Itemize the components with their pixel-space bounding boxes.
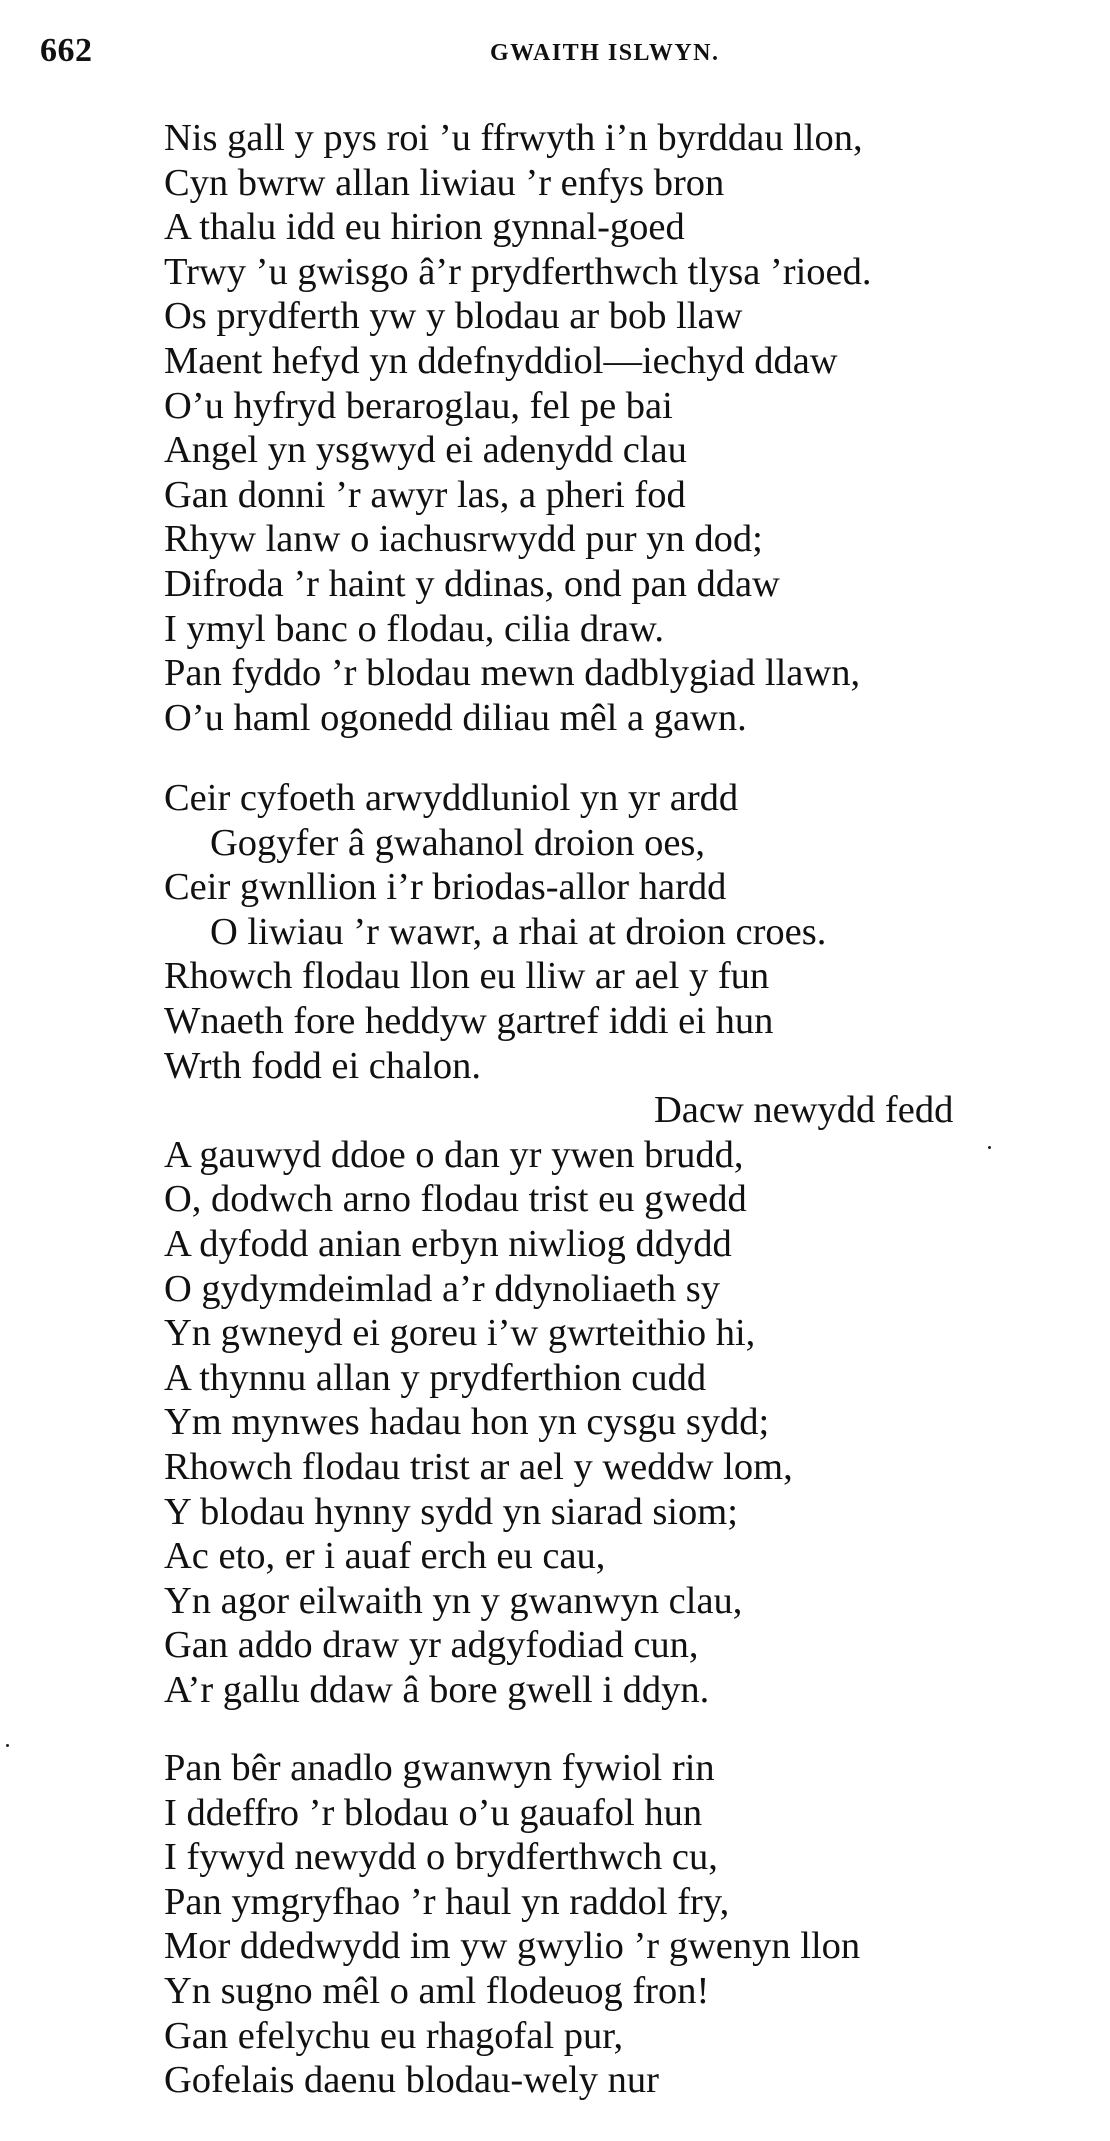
- verse-line: O gydymdeimlad a’r ddynoliaeth sy: [164, 1267, 720, 1310]
- page-number: 662: [40, 32, 93, 69]
- verse-line: Pan ymgryfhao ’r haul yn raddol fry,: [164, 1880, 730, 1923]
- verse-line: O liwiau ’r wawr, a rhai at droion croes.: [210, 910, 827, 953]
- verse-line: Rhowch flodau trist ar ael y weddw lom,: [164, 1445, 793, 1488]
- verse-line: Ym mynwes hadau hon yn cysgu sydd;: [164, 1401, 770, 1444]
- verse-line: Pan bêr anadlo gwanwyn fywiol rin: [164, 1747, 715, 1789]
- verse-line: Dacw newydd fedd: [654, 1089, 954, 1132]
- verse-line: A’r gallu ddaw â bore gwell i ddyn.: [164, 1668, 710, 1711]
- ink-speck: [6, 1744, 9, 1747]
- verse-line: A dyfodd anian erbyn niwliog ddydd: [164, 1222, 732, 1265]
- verse-line: Rhyw lanw o iachusrwydd pur yn dod;: [164, 518, 763, 561]
- verse-line: Ceir cyfoeth arwyddluniol yn yr ardd: [164, 777, 739, 819]
- verse-line: Wnaeth fore heddyw gartref iddi ei hun: [164, 999, 774, 1042]
- verse-line: Gofelais daenu blodau-wely nur: [164, 2059, 659, 2102]
- verse-line: A thalu idd eu hirion gynnal-goed: [164, 206, 685, 249]
- verse-line: Trwy ’u gwisgo â’r prydferthwch tlysa ’rioed.: [164, 250, 872, 293]
- verse-line: Yn sugno mêl o aml flodeuog fron!: [164, 1969, 710, 2012]
- verse-line: Rhowch flodau llon eu lliw ar ael y fun: [164, 955, 770, 998]
- verse-line: Gan efelychu eu rhagofal pur,: [164, 2014, 624, 2057]
- verse-line: Difroda ’r haint y ddinas, ond pan ddaw: [164, 562, 780, 605]
- verse-line: I fywyd newydd o brydferthwch cu,: [164, 1836, 718, 1879]
- verse-line: A gauwyd ddoe o dan yr ywen brudd,: [164, 1133, 744, 1176]
- verse-line: Ac eto, er i auaf erch eu cau,: [164, 1535, 606, 1578]
- verse-line: Pan fyddo ’r blodau mewn dadblygiad llawn,: [164, 652, 861, 695]
- verse-line: Y blodau hynny sydd yn siarad siom;: [164, 1490, 738, 1533]
- stanza-2: [164, 776, 1064, 1712]
- stanza-3: [164, 1746, 1064, 2103]
- ink-speck: [988, 1146, 991, 1149]
- verse-line: Wrth fodd ei chalon.: [164, 1044, 482, 1087]
- verse-line: O, dodwch arno flodau trist eu gwedd: [164, 1178, 747, 1221]
- verse-line: I ymyl banc o flodau, cilia draw.: [164, 607, 664, 650]
- verse-line: Gan addo draw yr adgyfodiad cun,: [164, 1624, 699, 1667]
- verse-line: O’u hyfryd beraroglau, fel pe bai: [164, 384, 673, 427]
- verse-line: Ceir gwnllion i’r briodas-allor hardd: [164, 866, 727, 909]
- verse-line: Yn gwneyd ei goreu i’w gwrteithio hi,: [164, 1312, 756, 1355]
- verse-line: A thynnu allan y prydferthion cudd: [164, 1356, 707, 1399]
- verse-line: Gogyfer â gwahanol droion oes,: [210, 821, 706, 864]
- verse-line: Maent hefyd yn ddefnyddiol—iechyd ddaw: [164, 339, 838, 382]
- verse-line: Angel yn ysgwyd ei adenydd clau: [164, 429, 687, 472]
- verse-line: Cyn bwrw allan liwiau ’r enfys bron: [164, 161, 725, 204]
- verse-line: Yn agor eilwaith yn y gwanwyn clau,: [164, 1579, 743, 1622]
- stanza-1: [164, 116, 1064, 740]
- verse-line: Gan donni ’r awyr las, a pheri fod: [164, 473, 686, 516]
- page-header: [40, 32, 1040, 82]
- verse-line: O’u haml ogonedd diliau mêl a gawn.: [164, 696, 747, 739]
- verse-line: I ddeffro ’r blodau o’u gauafol hun: [164, 1791, 703, 1834]
- verse-line: Os prydferth yw y blodau ar bob llaw: [164, 295, 743, 338]
- verse-line: Nis gall y pys roi ’u ffrwyth i’n byrddau llon,: [164, 117, 863, 159]
- verse-line: Mor ddedwydd im yw gwylio ’r gwenyn llon: [164, 1925, 861, 1968]
- running-head: GWAITH ISLWYN.: [490, 40, 720, 66]
